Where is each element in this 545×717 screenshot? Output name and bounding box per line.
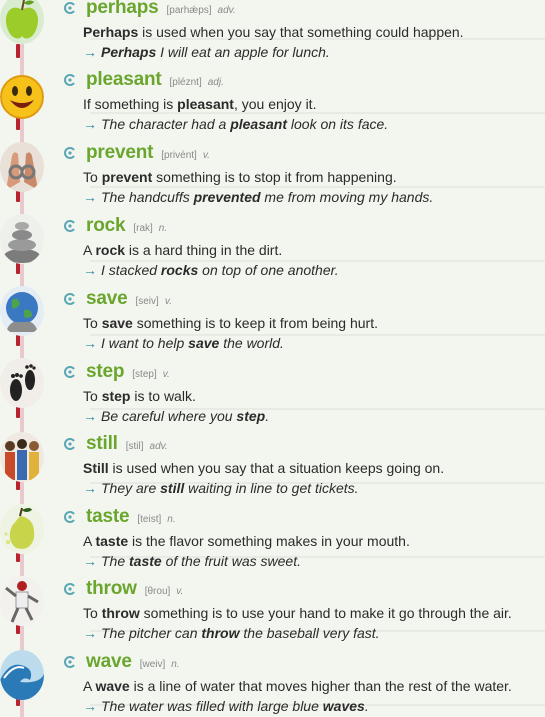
entry-header [64,0,537,19]
definition-text: something is to use your hand to make it go through the air. [139,605,512,621]
definition-text: is the flavor something makes in your mouth. [128,533,410,549]
example-sentence [83,407,537,425]
arrow-icon: → [83,189,97,205]
entry-header [64,69,537,91]
example-text: look on its face. [287,116,389,132]
definition-keyword: throw [101,605,140,621]
pronunciation: [θrou] [144,586,171,597]
entry-header [64,142,537,164]
fruit-icon [0,504,44,554]
example-text: . [364,698,369,714]
definition-text: is to walk. [130,388,196,404]
headword: still [86,433,118,454]
part-of-speech: v. [162,369,170,380]
example-text: on top of one another. [198,262,339,278]
audio-bullet-icon [64,438,76,450]
part-of-speech: v. [164,296,172,307]
arrow-icon: → [83,698,97,714]
entry-header [64,215,537,237]
part-of-speech: v. [176,586,184,597]
definition-text: If something is [83,96,178,112]
example-sentence [83,334,537,352]
headword: step [86,361,125,382]
definition-text: To [83,605,102,621]
pronunciation: [rak] [133,223,153,234]
example-text: waiting in line to get tickets. [184,480,359,496]
audio-bullet-icon [64,220,76,232]
pronunciation: [stil] [125,441,144,452]
audio-bullet-icon [64,366,76,378]
example-sentence [83,43,537,61]
part-of-speech: v. [202,150,210,161]
example-keyword: Perhaps [101,44,157,60]
definition [83,241,537,259]
definition-keyword: save [101,315,133,331]
part-of-speech: n. [167,514,176,525]
definition [83,532,537,550]
definition-text: is a hard thing in the dirt. [125,242,283,258]
definition-text: A [83,242,96,258]
pronunciation: [parhǽps] [166,5,212,16]
audio-bullet-icon [64,147,76,159]
example-keyword: save [188,335,220,351]
pronunciation: [teist] [137,514,162,525]
pronunciation: [privént] [161,150,197,161]
entry-header [64,578,537,600]
definition-text: is used when you say that something could happen. [138,24,464,40]
example-text: Be careful where you [101,408,237,424]
arrow-icon: → [83,408,97,424]
example-text: I will eat an apple for lunch. [156,44,330,60]
vocab-entry-perhaps [64,0,537,61]
entry-header [64,506,537,528]
headword: throw [86,578,137,599]
entry-header [64,651,537,673]
pronunciation: [seiv] [135,296,159,307]
example-text: I want to help [101,335,189,351]
definition-keyword: pleasant [177,96,234,112]
arrow-icon: → [83,625,97,641]
globe-icon [0,286,44,336]
definition-text: A [83,678,96,694]
audio-bullet-icon [64,511,76,523]
headword: pleasant [86,69,162,90]
definition-keyword: wave [95,678,130,694]
definition [83,314,537,332]
example-keyword: rocks [160,262,199,278]
example-keyword: throw [201,625,240,641]
definition [83,168,537,186]
arrow-icon: → [83,553,97,569]
part-of-speech: adv. [149,441,168,452]
part-of-speech: n. [158,223,168,234]
audio-bullet-icon [64,656,76,668]
definition-text: To [83,388,102,404]
vocab-entry-wave [64,651,537,715]
entry-header [64,288,537,310]
ocean-wave-icon [0,650,44,700]
part-of-speech: adv. [217,5,236,16]
example-text: The handcuffs [101,189,194,205]
example-sentence [83,188,537,206]
pronunciation: [step] [132,369,157,380]
vocab-entry-pleasant [64,69,537,133]
example-keyword: pleasant [230,116,287,132]
definition-keyword: taste [95,533,129,549]
arrow-icon: → [83,480,97,496]
example-text: The character had a [101,116,231,132]
part-of-speech: adj. [207,77,224,88]
example-text: They are [101,480,161,496]
stacked-rocks-icon [0,214,44,264]
definition-keyword: step [101,388,131,404]
arrow-icon: → [83,44,97,60]
example-keyword: waves [322,698,365,714]
example-sentence [83,115,537,133]
example-text: the world. [219,335,284,351]
spine-marker [16,44,20,58]
part-of-speech: n. [171,659,180,670]
audio-bullet-icon [64,2,76,14]
baseball-pitcher-icon [0,576,44,626]
vocab-entry-step [64,361,537,425]
definition-text: is a line of water that moves higher than the rest of the water. [129,678,512,694]
headword: save [86,288,128,309]
vocab-entry-taste [64,506,537,570]
arrow-icon: → [83,116,97,132]
definition-text: To [83,315,102,331]
example-text: The [101,553,130,569]
example-keyword: prevented [193,189,261,205]
headword: taste [86,506,130,527]
audio-bullet-icon [64,293,76,305]
example-text: of the fruit was sweet. [161,553,301,569]
definition-text: , you enjoy it. [233,96,317,112]
definition-keyword: Still [83,460,109,476]
smiley-face-icon [0,72,44,122]
example-keyword: taste [129,553,162,569]
example-text: . [265,408,270,424]
example-text: I stacked [101,262,161,278]
definition [83,604,537,622]
entry-header [64,433,537,455]
arrow-icon: → [83,262,97,278]
definition [83,387,537,405]
headword: rock [86,215,126,236]
headword: wave [86,651,132,672]
vocab-entry-throw [64,578,537,642]
definition-keyword: prevent [101,169,153,185]
definition [83,459,537,477]
definition-text: something is to stop it from happening. [152,169,397,185]
vocab-entry-prevent [64,142,537,206]
definition-keyword: Perhaps [83,24,139,40]
apple-icon [0,0,44,44]
definition-text: A [83,533,96,549]
example-sentence [83,479,537,497]
definition-text: To [83,169,102,185]
example-text: the baseball very fast. [239,625,380,641]
example-keyword: still [160,480,185,496]
headword: prevent [86,142,154,163]
definition-text: is used when you say that a situation keeps going on. [108,460,445,476]
footprints-icon [0,358,44,408]
arrow-icon: → [83,335,97,351]
definition-keyword: rock [95,242,126,258]
definition [83,23,537,41]
handcuffed-hands-icon [0,142,44,192]
pronunciation: [weiv] [139,659,166,670]
definition-text: something is to keep it from being hurt. [132,315,378,331]
people-in-line-icon [0,432,44,482]
example-sentence [83,552,537,570]
definition [83,677,537,695]
entry-header [64,361,537,383]
audio-bullet-icon [64,583,76,595]
pronunciation: [pléznt] [169,77,202,88]
example-sentence [83,624,537,642]
vocab-entry-rock [64,215,537,279]
example-text: me from moving my hands. [260,189,434,205]
audio-bullet-icon [64,74,76,86]
vocab-entry-save [64,288,537,352]
vocab-entry-still [64,433,537,497]
example-sentence [83,697,537,715]
headword: perhaps [86,0,159,18]
example-sentence [83,261,537,279]
example-text: The water was filled with large blue [101,698,323,714]
example-keyword: step [236,408,266,424]
definition [83,95,537,113]
example-text: The pitcher can [101,625,202,641]
